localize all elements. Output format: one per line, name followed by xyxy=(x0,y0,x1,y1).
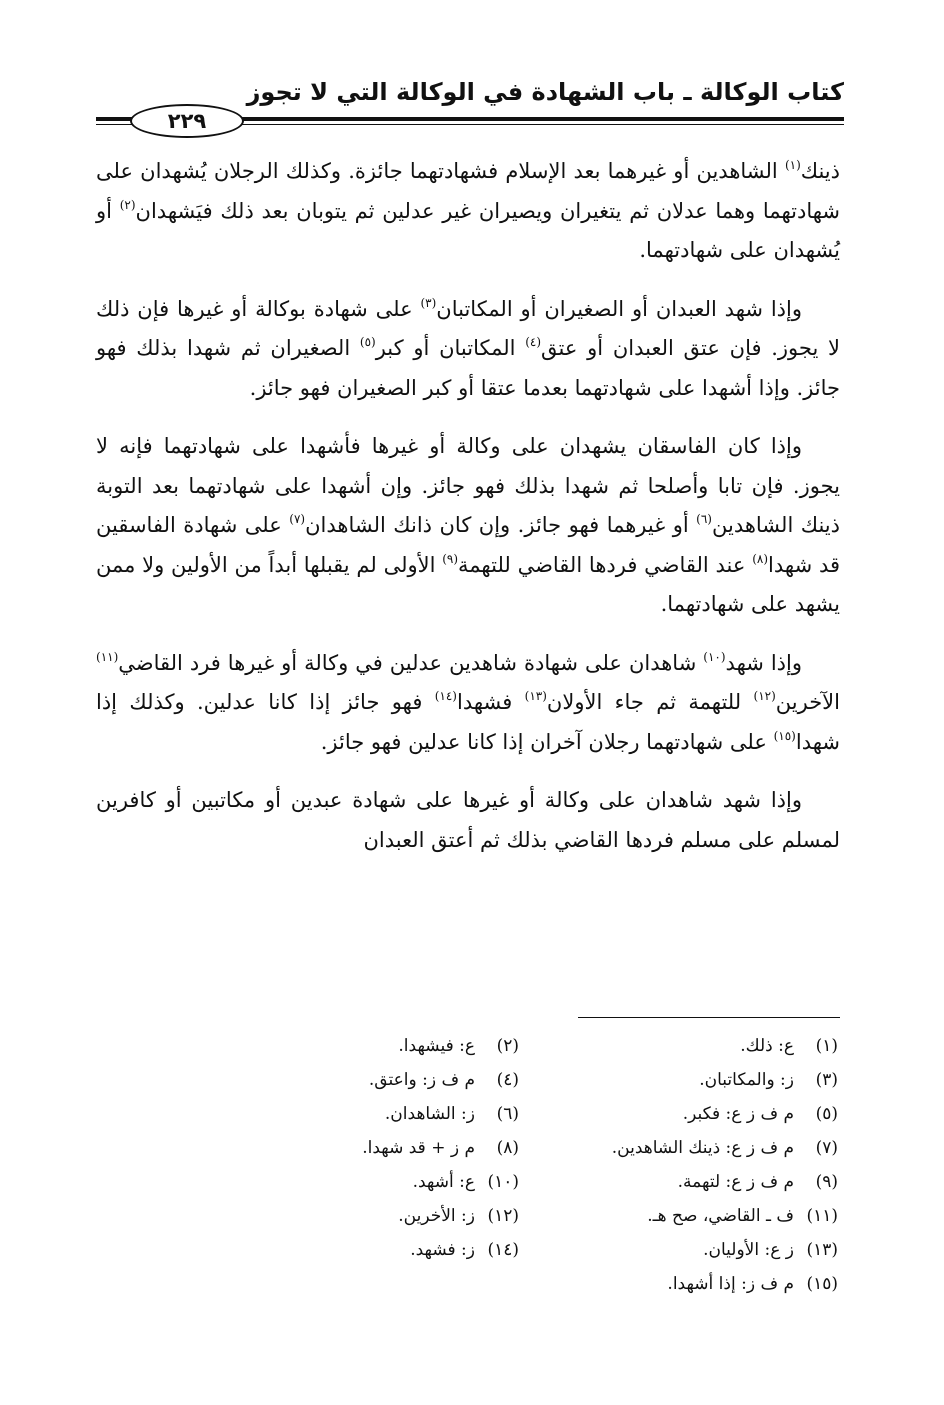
footnote-reference: (١٤) xyxy=(434,689,457,703)
text-run: الصغيران ثم شهدا بذلك فهو جائز. وإذا أشهدا على شهادتهما بعدما عتقا أو كبر الصغيران فهو جائز. xyxy=(96,336,840,400)
footnote-text: ع: ذلك. xyxy=(740,1036,794,1056)
text-run: شاهدان على شهادة شاهدين عدلين في وكالة أو غيرها فرد القاضي xyxy=(118,650,704,675)
text-run: المكاتبان أو كبر xyxy=(375,336,526,360)
footnote-reference: (٩) xyxy=(442,551,459,566)
footnote-number: (١٥) xyxy=(806,1274,838,1294)
footnote-reference: (٢) xyxy=(119,197,136,212)
footnote xyxy=(230,1131,519,1165)
text-run: وإذا شهد شاهدان على وكالة أو غيرها على شهادة عبدين أو مكاتبين أو كافرين لمسلم على مسلم فردها القاضي بذلك ثم أعتق العبدان xyxy=(96,788,840,852)
footnote-reference: (١٠) xyxy=(703,649,726,664)
footnote-text: ع: أشهد. xyxy=(412,1172,475,1192)
footnote-reference: (٣) xyxy=(420,295,437,310)
footnote-number: (٧) xyxy=(815,1138,838,1158)
footnote-reference: (١٥) xyxy=(773,728,796,743)
footnote-text: م ف ز ع: ذينك الشاهدين. xyxy=(611,1138,794,1158)
footnote-reference: (١٢) xyxy=(753,689,776,703)
footnote-text: ز: فشهد. xyxy=(410,1240,475,1260)
footnote-text: م ف ز: واعتق. xyxy=(368,1070,475,1090)
text-run: أو غيرهما فهو جائز. وإن كان ذانك الشاهدان xyxy=(305,513,697,537)
text-run: فهو جائز إذا كانا عدلين. وكذلك إذا شهدا xyxy=(96,690,840,754)
footnote-reference: (٥) xyxy=(359,335,376,349)
footnote-number: (١٢) xyxy=(487,1206,519,1226)
text-run: الشاهدين أو غيرهما بعد الإسلام فشهادتهما جائزة. وكذلك الرجلان يُشهدان على شهادتهما وهما عدلان ثم يتغيران ويصيران غير عدلين ثم يتوبان بعد ذلك فيَشهدان xyxy=(96,159,840,223)
footnote-number: (٣) xyxy=(815,1070,838,1090)
footnote-text: ع: فيشهدا. xyxy=(398,1036,475,1056)
footnote-number: (١٤) xyxy=(487,1240,519,1260)
footnote xyxy=(230,1199,519,1233)
footnote-text: ز: الشاهدان. xyxy=(384,1104,475,1124)
footnote xyxy=(230,1165,519,1199)
text-run: للتهمة ثم جاء الأولان xyxy=(546,690,754,714)
page-header xyxy=(96,78,844,133)
footnote-separator xyxy=(578,1017,840,1018)
footnote-text: م ف ز ع: لتهمة. xyxy=(677,1172,794,1192)
text-run: على شهادة بوكالة أو غيرها فإن ذلك لا يجوز. فإن عتق العبدان أو عتق xyxy=(96,296,841,360)
footnote-reference: (١) xyxy=(784,158,801,172)
footnote-number: (١٠) xyxy=(487,1172,519,1192)
footnote xyxy=(549,1199,838,1233)
text-run: على شهادة الفاسقين قد شهدا xyxy=(96,513,841,577)
main-text xyxy=(96,152,840,860)
text-run: وإذا كان الفاسقان يشهدان على وكالة أو غيرها فأشهدا على شهادتهما فإنه لا يجوز. فإن تابا وأصلحا ثم شهدا بذلك فهو جائز. وإن أشهدا على شهادتهما بعد التوبة ذينك الشاهدين xyxy=(96,434,840,537)
text-run: على شهادتهما رجلان آخران إذا كانا عدلين فهو جائز. xyxy=(320,729,774,754)
paragraph xyxy=(96,427,840,625)
footnote-number: (٥) xyxy=(815,1104,838,1124)
text-run: عند القاضي فردها القاضي للتهمة xyxy=(458,552,753,577)
paragraph xyxy=(96,781,840,860)
footnote-text: ز: والمكاتبان. xyxy=(699,1070,794,1090)
footnote-text: ز: الأخرين. xyxy=(398,1206,475,1226)
footnote-reference: (١١) xyxy=(96,649,119,664)
footnote-text: م ف ز ع: فكبر. xyxy=(682,1104,794,1124)
footnote xyxy=(230,1029,519,1063)
text-run: أو يُشهدان على شهادتهما. xyxy=(96,198,840,262)
footnote xyxy=(230,1097,519,1131)
footnote-number: (٢) xyxy=(496,1036,519,1056)
text-run: وإذا شهد xyxy=(725,650,802,675)
footnote-number: (٨) xyxy=(496,1138,519,1158)
text-run: الآخرين xyxy=(775,690,840,714)
footnote-reference: (٧) xyxy=(289,512,306,526)
footnote-reference: (٦) xyxy=(696,512,712,526)
footnote-reference: (٤) xyxy=(525,335,542,349)
footnote xyxy=(549,1063,838,1097)
footnote-number: (١) xyxy=(815,1036,838,1056)
footnotes xyxy=(230,1029,838,1301)
footnote-text: م ف ز: إذا أشهدا. xyxy=(667,1274,794,1294)
footnote xyxy=(549,1267,838,1301)
text-run: الأولى لم يقبلها أبداً من الأولين ولا ممن يشهد على شهادتهما. xyxy=(96,552,840,616)
paragraph xyxy=(96,644,840,763)
footnote-number: (٩) xyxy=(815,1172,838,1192)
page-number: ٢٢٩ xyxy=(130,104,244,138)
text-run: فشهدا xyxy=(456,690,525,714)
paragraph xyxy=(96,152,840,271)
text-run: ذينك xyxy=(800,159,840,183)
footnote xyxy=(549,1097,838,1131)
footnote xyxy=(549,1131,838,1165)
footnote xyxy=(549,1165,838,1199)
footnote xyxy=(549,1233,838,1267)
footnote xyxy=(230,1233,519,1267)
paragraph xyxy=(96,290,840,409)
footnote-reference: (٨) xyxy=(752,551,769,566)
footnote-number: (٦) xyxy=(496,1104,519,1124)
footnote-number: (١١) xyxy=(806,1206,838,1226)
footnote-text: ف ـ القاضي، صح هـ. xyxy=(647,1206,794,1226)
footnote-number: (٤) xyxy=(496,1070,519,1090)
text-run: وإذا شهد العبدان أو الصغيران أو المكاتبان xyxy=(436,296,802,321)
footnote-text: ز ع: الأوليان. xyxy=(703,1240,794,1260)
footnote-number: (١٣) xyxy=(806,1240,838,1260)
footnote xyxy=(230,1063,519,1097)
footnote-reference: (١٣) xyxy=(524,689,547,703)
running-title: كتاب الوكالة ـ باب الشهادة في الوكالة التي لا تجوز xyxy=(246,78,844,106)
footnote-text: م ز + قد شهدا. xyxy=(362,1138,475,1158)
footnote xyxy=(549,1029,838,1063)
